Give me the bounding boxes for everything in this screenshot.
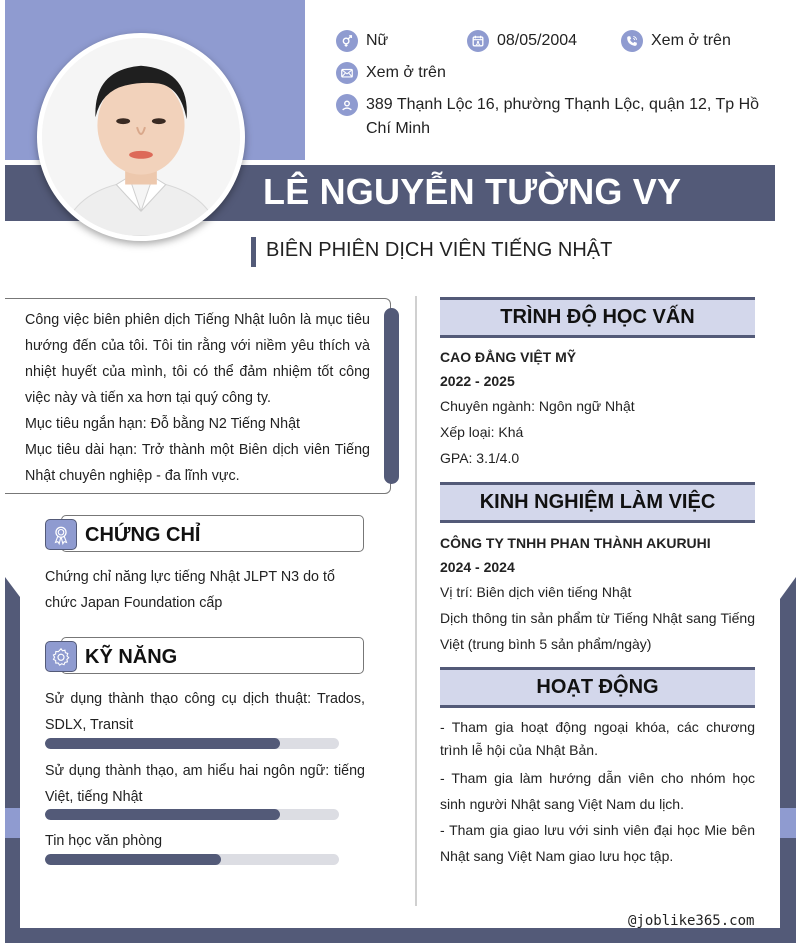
- skill-bar: [45, 854, 339, 865]
- skill-bar-fill: [45, 809, 280, 820]
- skill-bar: [45, 809, 339, 820]
- skills-title: KỸ NĂNG: [85, 646, 178, 668]
- column-divider: [415, 296, 417, 906]
- education-rank: Xếp loại: Khá: [440, 424, 524, 440]
- job-title-marker: [251, 237, 256, 267]
- objective-long-term: Mục tiêu dài hạn: Trở thành một Biên dịch viên Tiếng Nhật chuyên nghiệp - đa lĩnh vực.: [25, 442, 370, 484]
- school-name: CAO ĐẲNG VIỆT MỸ: [440, 349, 577, 365]
- location-icon: [336, 94, 358, 116]
- skill-bar-fill: [45, 738, 280, 749]
- skill-label: Tin học văn phòng: [45, 833, 163, 849]
- objective-short-term: Mục tiêu ngắn hạn: Đỗ bằng N2 Tiếng Nhật: [25, 416, 300, 432]
- frame-left-accent: [5, 808, 20, 838]
- birthday-value: 08/05/2004: [497, 32, 578, 49]
- frame-right-accent: [780, 808, 796, 838]
- objective-text: [25, 307, 370, 489]
- award-icon: [45, 519, 77, 550]
- education-header: TRÌNH ĐỘ HỌC VẤN: [440, 297, 755, 338]
- frame-left-strip: [5, 577, 20, 943]
- gender-icon: [336, 30, 358, 52]
- portrait-illustration: [42, 38, 240, 236]
- skill-label: Sử dụng thành thạo công cụ dịch thuật: Trados, SDLX, Transit: [45, 691, 365, 733]
- experience-period: 2024 - 2024: [440, 559, 515, 575]
- calendar-icon: [467, 30, 489, 52]
- gender-value: Nữ: [366, 32, 389, 49]
- education-period: 2022 - 2025: [440, 373, 515, 389]
- certificates-title: CHỨNG CHỈ: [85, 524, 201, 546]
- address-value: 389 Thạnh Lộc 16, phường Thạnh Lộc, quận 12, Tp Hồ Chí Minh: [366, 96, 760, 137]
- skill-bar: [45, 738, 339, 749]
- contact-birthday: [467, 29, 577, 53]
- company-name: CÔNG TY TNHH PHAN THÀNH AKURUHI: [440, 535, 711, 551]
- frame-bottom-strip: [5, 928, 796, 943]
- frame-right-strip: [780, 577, 796, 943]
- activity-item: - Tham gia làm hướng dẫn viên cho nhóm học sinh người Nhật sang Việt Nam du lịch.: [440, 770, 755, 812]
- education-gpa: GPA: 3.1/4.0: [440, 450, 520, 466]
- phone-value: Xem ở trên: [651, 32, 731, 49]
- experience-header: KINH NGHIỆM LÀM VIỆC: [440, 482, 755, 523]
- mail-icon: [336, 62, 358, 84]
- experience-position: Vị trí: Biên dịch viên tiếng Nhật: [440, 584, 632, 600]
- contact-phone: [621, 29, 731, 53]
- education-major: Chuyên ngành: Ngôn ngữ Nhật: [440, 398, 635, 414]
- objective-paragraph: Công việc biên phiên dịch Tiếng Nhật luôn là mục tiêu hướng đến của tôi. Tôi tin rằng với niềm yêu thích và nhiệt huyết của mình, tôi có thể đảm nhiệm tốt công việc này và tiến xa hơn tại quý công ty.: [25, 312, 370, 406]
- watermark: @joblike365.com: [628, 913, 755, 929]
- experience-content: [440, 531, 755, 657]
- activities-content: [440, 716, 755, 869]
- job-title: BIÊN PHIÊN DỊCH VIÊN TIẾNG NHẬT: [266, 239, 613, 261]
- candidate-name: LÊ NGUYỄN TƯỜNG VY: [263, 171, 682, 212]
- gear-icon: [45, 641, 77, 672]
- experience-description: Dịch thông tin sản phẩm từ Tiếng Nhật sang Tiếng Việt (trung bình 5 sản phẩm/ngày): [440, 610, 755, 652]
- skill-bar-fill: [45, 854, 221, 865]
- certificate-text: Chứng chỉ năng lực tiếng Nhật JLPT N3 do tổ chức Japan Foundation cấp: [45, 569, 335, 611]
- contact-address: [336, 93, 781, 141]
- profile-photo: [37, 33, 245, 241]
- activity-item: - Tham gia hoạt động ngoại khóa, các chương trình lễ hội của Nhật Bản.: [440, 719, 755, 758]
- phone-icon: [621, 30, 643, 52]
- contact-gender: [336, 29, 388, 53]
- objective-accent-bar: [384, 308, 399, 484]
- education-content: [440, 345, 755, 471]
- contact-email: [336, 61, 446, 85]
- skill-label: Sử dụng thành thạo, am hiểu hai ngôn ngữ: tiếng Việt, tiếng Nhật: [45, 763, 365, 805]
- activity-item: - Tham gia giao lưu với sinh viên đại học Mie bên Nhật sang Việt Nam giao lưu học tập.: [440, 822, 755, 864]
- activities-header: HOẠT ĐỘNG: [440, 667, 755, 708]
- email-value: Xem ở trên: [366, 64, 446, 81]
